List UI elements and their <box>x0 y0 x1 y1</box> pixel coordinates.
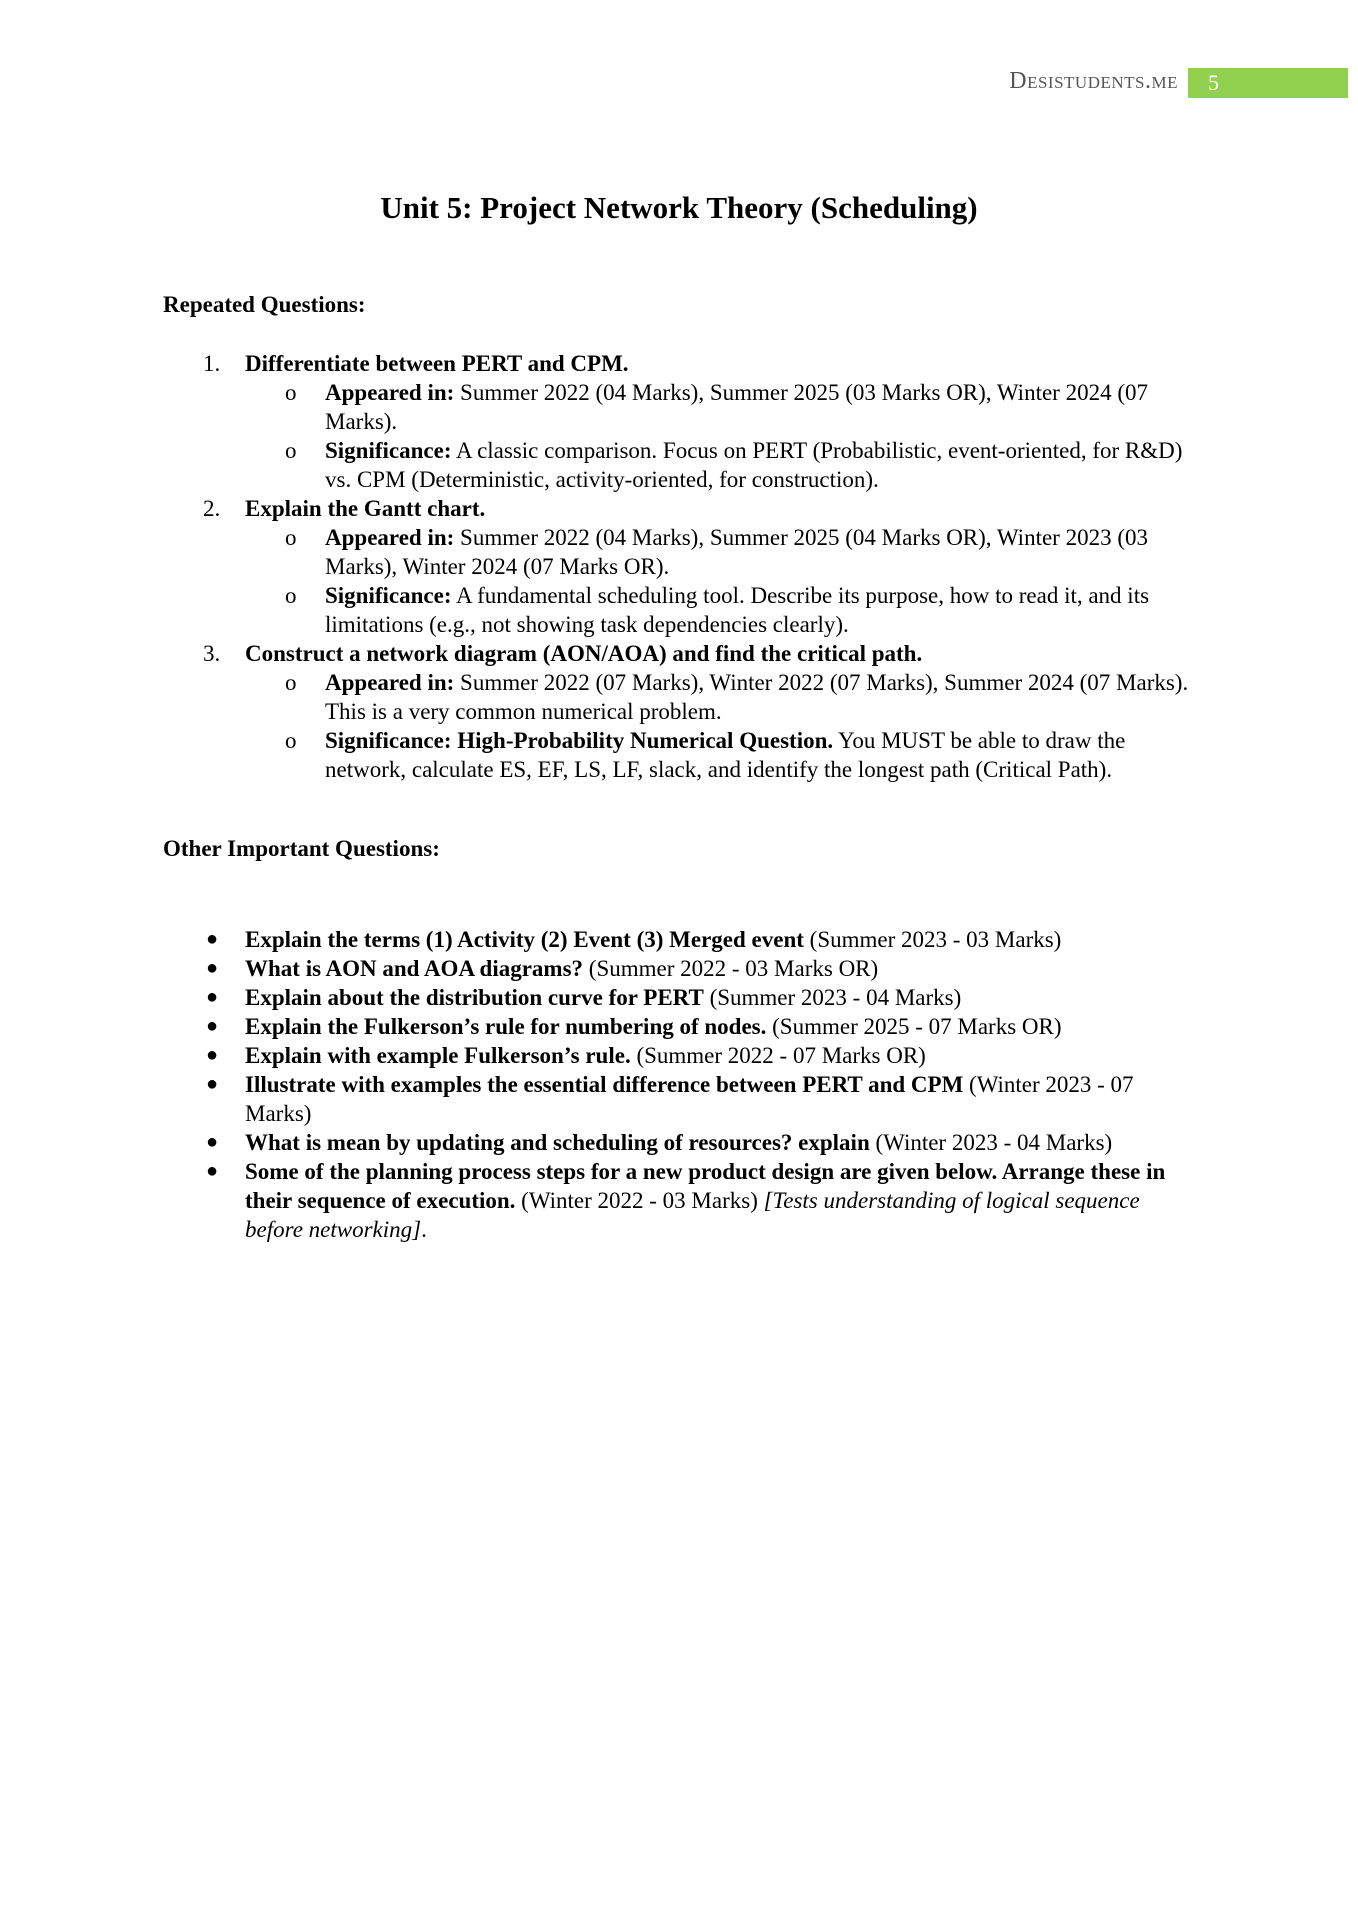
question-item <box>163 639 1203 668</box>
appeared-in-line <box>163 668 1203 726</box>
question-meta: (Winter 2023 - 04 Marks) <box>869 1130 1113 1155</box>
repeated-questions-list <box>163 349 1203 784</box>
other-questions-heading: Other Important Questions: <box>163 836 440 861</box>
bullet-icon: ● <box>206 957 219 979</box>
list-item <box>163 1012 1203 1041</box>
significance-label: Significance: <box>325 728 452 753</box>
circle-bullet-icon: o <box>285 380 297 405</box>
list-item <box>163 1041 1203 1070</box>
significance-label: Significance: <box>325 438 452 463</box>
question-meta: (Summer 2023 - 03 Marks) <box>803 927 1062 952</box>
bullet-icon: ● <box>206 1044 219 1066</box>
list-item <box>163 1157 1203 1244</box>
question-text: Explain the Fulkerson’s rule for numbering of nodes. <box>245 1014 767 1039</box>
appeared-text: Summer 2022 (07 Marks), Winter 2022 (07 Marks), Summer 2024 (07 Marks). This is a very common numerical problem. <box>325 670 1189 724</box>
question-text: Differentiate between PERT and CPM. <box>245 351 629 376</box>
list-item <box>163 925 1203 954</box>
question-meta: (Summer 2022 - 03 Marks OR) <box>583 956 879 981</box>
repeated-questions-heading: Repeated Questions: <box>163 292 366 317</box>
circle-bullet-icon: o <box>285 438 297 463</box>
question-text: What is AON and AOA diagrams? <box>245 956 584 981</box>
significance-line <box>163 581 1203 639</box>
list-item <box>163 1070 1203 1128</box>
question-item <box>163 349 1203 378</box>
question-text: Explain the Gantt chart. <box>245 496 486 521</box>
circle-bullet-icon: o <box>285 525 297 550</box>
appeared-label: Appeared in: <box>325 670 455 695</box>
appeared-text: Summer 2022 (04 Marks), Summer 2025 (03 Marks OR), Winter 2024 (07 Marks). <box>325 380 1148 434</box>
appeared-label: Appeared in: <box>325 380 455 405</box>
significance-line <box>163 726 1203 784</box>
significance-text: A classic comparison. Focus on PERT (Probabilistic, event-oriented, for R&D) vs. CPM (Deterministic, activity-oriented, for construction). <box>325 438 1183 492</box>
circle-bullet-icon: o <box>285 583 297 608</box>
appeared-text: Summer 2022 (04 Marks), Summer 2025 (04 Marks OR), Winter 2023 (03 Marks), Winter 2024 (07 Marks OR). <box>325 525 1148 579</box>
question-number: 3. <box>203 641 221 666</box>
bullet-icon: ● <box>206 1073 219 1095</box>
question-text: Explain the terms (1) Activity (2) Event (3) Merged event <box>245 927 804 952</box>
question-text: Illustrate with examples the essential difference between PERT and CPM <box>245 1072 964 1097</box>
question-text: Explain with example Fulkerson’s rule. <box>245 1043 631 1068</box>
significance-label: Significance: <box>325 583 452 608</box>
bullet-icon: ● <box>206 986 219 1008</box>
question-meta: (Summer 2022 - 07 Marks OR) <box>630 1043 926 1068</box>
significance-text: A fundamental scheduling tool. Describe its purpose, how to read it, and its limitations (e.g., not showing task dependencies clearly). <box>325 583 1150 637</box>
question-meta: (Winter 2022 - 03 Marks) <box>515 1188 764 1213</box>
circle-bullet-icon: o <box>285 728 297 753</box>
page-number: 5 <box>1188 68 1348 98</box>
significance-line <box>163 436 1203 494</box>
question-text: Construct a network diagram (AON/AOA) and find the critical path. <box>245 641 923 666</box>
appeared-in-line <box>163 523 1203 581</box>
question-note: [Tests understanding of logical sequence before networking] <box>245 1188 1140 1242</box>
bullet-icon: ● <box>206 1015 219 1037</box>
question-number: 2. <box>203 496 221 521</box>
question-item <box>163 494 1203 523</box>
list-item <box>163 1128 1203 1157</box>
question-tail: . <box>421 1217 427 1242</box>
question-meta: (Summer 2025 - 07 Marks OR) <box>766 1014 1062 1039</box>
significance-text: You MUST be able to draw the network, calculate ES, EF, LS, LF, slack, and identify the longest path (Critical Path). <box>325 728 1126 782</box>
question-text: Some of the planning process steps for a new product design are given below. Arrange these in their sequence of execution. <box>245 1159 1166 1213</box>
other-questions-list <box>163 925 1203 1244</box>
appeared-in-line <box>163 378 1203 436</box>
bullet-icon: ● <box>206 1160 219 1182</box>
bullet-icon: ● <box>206 928 219 950</box>
question-text: What is mean by updating and scheduling of resources? explain <box>245 1130 870 1155</box>
significance-emphasis: High-Probability Numerical Question. <box>451 728 834 753</box>
list-item <box>163 983 1203 1012</box>
question-number: 1. <box>203 351 221 376</box>
appeared-label: Appeared in: <box>325 525 455 550</box>
question-meta: (Winter 2023 - 07 Marks) <box>245 1072 1134 1126</box>
question-meta: (Summer 2023 - 04 Marks) <box>703 985 962 1010</box>
question-text: Explain about the distribution curve for PERT <box>245 985 704 1010</box>
bullet-icon: ● <box>206 1131 219 1153</box>
list-item <box>163 954 1203 983</box>
circle-bullet-icon: o <box>285 670 297 695</box>
page-title: Unit 5: Project Network Theory (Scheduling) <box>380 190 978 225</box>
header-site-name: Desistudents.me <box>1009 68 1178 94</box>
